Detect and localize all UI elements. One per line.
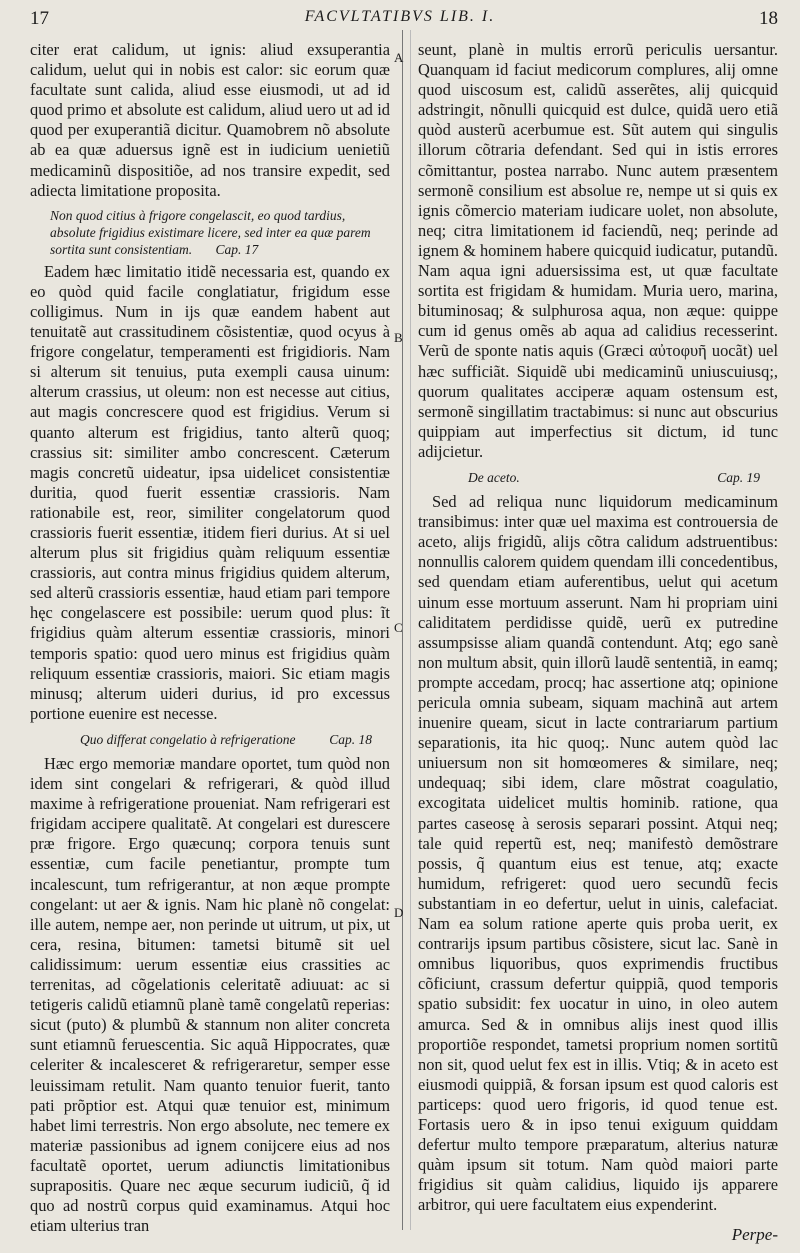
margin-marker-b: B — [394, 330, 403, 345]
paragraph-continuation-right: seunt, planè in multis errorũ periculis uersantur. Quanquam id faciut medicorum complures, alij omne quod uiscosum est, calidũ asserẽtes, alij quicquid adstringit, nõnulli quicquid est dulce, quidã uero etiã quòd austerũ acerbumue est. Sũt autem qui singulis illorum cõtraria defendant. Sed qui in istis errores cõmittantur, postea narrabo. Nunc autem præsentem sermonẽ consilium est absolue re, nempe ut si quis ex ignis cõmercio materiam iudicare uolet, non absolute, neq; citra limitationem id faciendũ, neq; perinde ad ignem & hominem habere quicquid iudicatur, putandũ. Nam aqua igni aduersissima est, ut quæ facultate sortita est frigidam & humidam. Muria uero, marina, bituminosaq; & sulphurosa aqua, non æque: quippe cum id genus omẽs ab aqua ad calidius recesserint. Verũ de sponte natis aquis (Græci αὐτοφυῆ uocãt) uel hæc sufficiãt. Siquidẽ ubi medicaminũ uniuscuiusq;, quorum qualitates acciperæ aquam ostensum est, sermonẽ singillatim tractabimus: si nunc aut obscurius quippiam aut imperfectius sit dictum, id tunc adijcietur. — [418, 40, 778, 461]
column-divider-inner — [410, 30, 411, 1230]
right-page-number: 18 — [759, 8, 778, 29]
catchword: Perpe- — [731, 1225, 778, 1244]
chapter-17-text: Eadem hæc limitatio itidẽ necessaria est, quando ex eo quòd quid facile conglatiatur, frigidum esse colligimus. Num in ijs quæ eandem habent aut tenuitatẽ aut crassitudinem cõsistentiæ, quod ocyus à frigore congelatur, temperamenti est frigidioris. Nam si alterum sit tenuius, puta exempli causa uinum: alterum crassius, ut oleum: non est necesse aut citius, aut magis concrescere quod est frigidius. Verum si quanto alterum est frigidius, tanto alterũ quoq; crassius sit: similiter ambo concrescent. Cæterum magis concretũ uideatur, ipsa uidelicet consistentiæ duritia, quod fuerit essentiæ crassioris. Nam rationabile est, reor, similiter congelatorum quod crassioris fuerit essentiæ, itidem fieri durius. At si uel alterum plus sit frigidius quàm reliquum essentiæ crassioris, aut contra minus frigidius quidem alterum, sed alterũ crassioris essentiæ, haud etiam pari tempore hęc congelascere est possibile: uerum quod plus: ĩt frigidius quàm alterum essentiæ crassioris, minori temporis spatio: quod uero minus est frigidius quàm reliquum essentiæ crassioris, maiori. Sic etiam magis minusq; alterum uideri durius, id pro excessus portione euenire est necesse. — [30, 261, 390, 723]
paragraph-continuation: citer erat calidum, ut ignis: aliud exsuperantia calidum, uelut qui in nobis est calor: sic eorum quæ facultate sunt calida, aliud esse eiusmodi, ut ad id quod primo et absolute est calidum, aliud uero ut ad id quod per exuperantiã dicitur. Quamobrem nõ absolute ab ea quæ aduersus ignẽ est in iudicium uenietiũ medicaminũ dispositiõe, ad nos transire expedit, sed adiecta limitatione proposita. — [30, 40, 390, 200]
chapter-18-title: Quo differat congelatio à refrigeratione — [80, 731, 296, 747]
left-page-number: 17 — [30, 8, 49, 29]
chapter-17-label: Cap. 17 — [215, 241, 259, 257]
chapter-18-text: Hæc ergo memoriæ mandare oportet, tum quòd non idem sint congelari & refrigerari, & quòd illud maxime à refrigeratione proueniat. Nam refrigerari est frigidam accipere qualitatẽ. At congelari est durescere præ frigore. Ergo quæcunq; corpora tenuis sunt essentiæ, cum facile penetiantur, prompte tum incalescunt, tum refrigerantur, at non æque prompte congelant: ut aer & ignis. Nam hic planè nõ congelat: ille autem, nempe aer, non perinde ut uitrum, ut pix, ut cera, resina, bitumen: tametsi bitumẽ sit uel calidissimum: uerum essentiæ eius crassities ac terrenitas, ad cõgelationis celeritatẽ adiuuat: ac si tetigeris calidũ etiamnũ planè tamẽ congelatũ reperias: sicut (puto) & plumbũ & stannum non aliter concreta sunt etiamnũ feruescentia. Sic aquã Hippocrates, quæ celeriter & incalesceret & refrigeraretur, semper esse leuissimam retulit. Nam quanto tenuior fuerit, tanto pati prõptior est. Atqui quæ tenuior est, minimum habet limi terrestris. Non ergo absolute, nec temere ex materiæ passionibus ad ignem conijcere eius ad nos facultatẽ oportet, uerum adiunctis limitationibus suprapositis. Quare nec æque securum iudiciũ, q̃ id quo ad nostrũ corpus quid examinamus. Atqui hoc etiam ulterius tran — [30, 754, 390, 1236]
chapter-17-title: Non quod citius à frigore congelascit, eo quod tardius, absolute frigidius existimare licere, sed inter ea quæ parem sortita sunt consistentiam. — [50, 207, 371, 257]
chapter-19-title: De aceto. — [468, 469, 520, 485]
chapter-19-label: Cap. 19 — [717, 469, 760, 485]
margin-marker-c: C — [394, 620, 403, 635]
chapter-17-heading — [50, 207, 390, 258]
running-head: FACVLTATIBVS LIB. I. — [304, 8, 496, 25]
margin-marker-d: D — [394, 905, 404, 920]
left-column — [30, 40, 390, 1236]
chapter-19-text: Sed ad reliqua nunc liquidorum medicaminum transibimus: inter quæ uel maxima est controuersia de aceto, alijs frigidũ, alijs cõtra calidum adstruentibus: nonnullis calorem quidem quendam illi concedentibus, sed quendam etiam auferentibus, uelut qui acetum uinum esse mortuum asserunt. Nam hi propriam uini caliditatem perdidisse quidẽ, uerũ ex putredine assumpsisse aliam quandã contendunt. Atq; ego sanè non multum absit, quin illorũ laudẽ sententiã, in eamq; prompte accedam, procq; hac assertione atq; opinione pericula omnia subeam, siquam machinã aut artem inuenire queam, sicut in lacte contrariarum partium separationis, ita hic quoq;. Nunc autem quòd lac uniuersum non sit homœomeres & similare, neq; undequaq; sibi idem, clare mõstrat coagulatio, excogitata uidelicet multis hominib. ratione, qua partes caseosę à serosis separari possint. Atqui neq; tale quid repertũ est, neq; manifestò demõstrare possis, q̃ quantum eius est tenue, atq; exacte humidum, refrigeret: quod uero secundũ fecis substantiam in eo defertur, uelut in uinis, calefaciat. Nam ea solum ratione aperte quis proba uerit, ex contrarijs ipsum partibus cõsistere, sicut lac. Sanè in omnibus liquoribus, quos exprimendis fructibus cõficiunt, crassum defertur quippiã, quod temporis spatio subsidit: fex uocatur in uino, in oleo autem amurca. Sed & in omnibus alijs inest quod illis proportiõe respondet, tametsi proprium nomen sortitũ non sit, quod uelut fex est in illis. Vtiq; & in aceto est eiusmodi quippiã, & forsan ipsum est quod caloris est particeps: quod uero frigoris, id quod tenue est. Fortasis uero & in ipso tenui exiguum quiddam defertur multo tempore præparatum, alterius naturæ quàm ipsum sit totum. Nam quòd maiori parte frigidius sit quàm calidius, liquido ijs apparere arbitror, qui uere facultatem eius expenderint. — [418, 492, 778, 1215]
chapter-18-label: Cap. 18 — [329, 731, 372, 747]
chapter-18-heading — [30, 730, 390, 750]
right-column — [418, 40, 778, 1215]
chapter-19-heading — [418, 468, 778, 488]
margin-marker-a: A — [394, 50, 404, 65]
page-header — [0, 0, 800, 40]
